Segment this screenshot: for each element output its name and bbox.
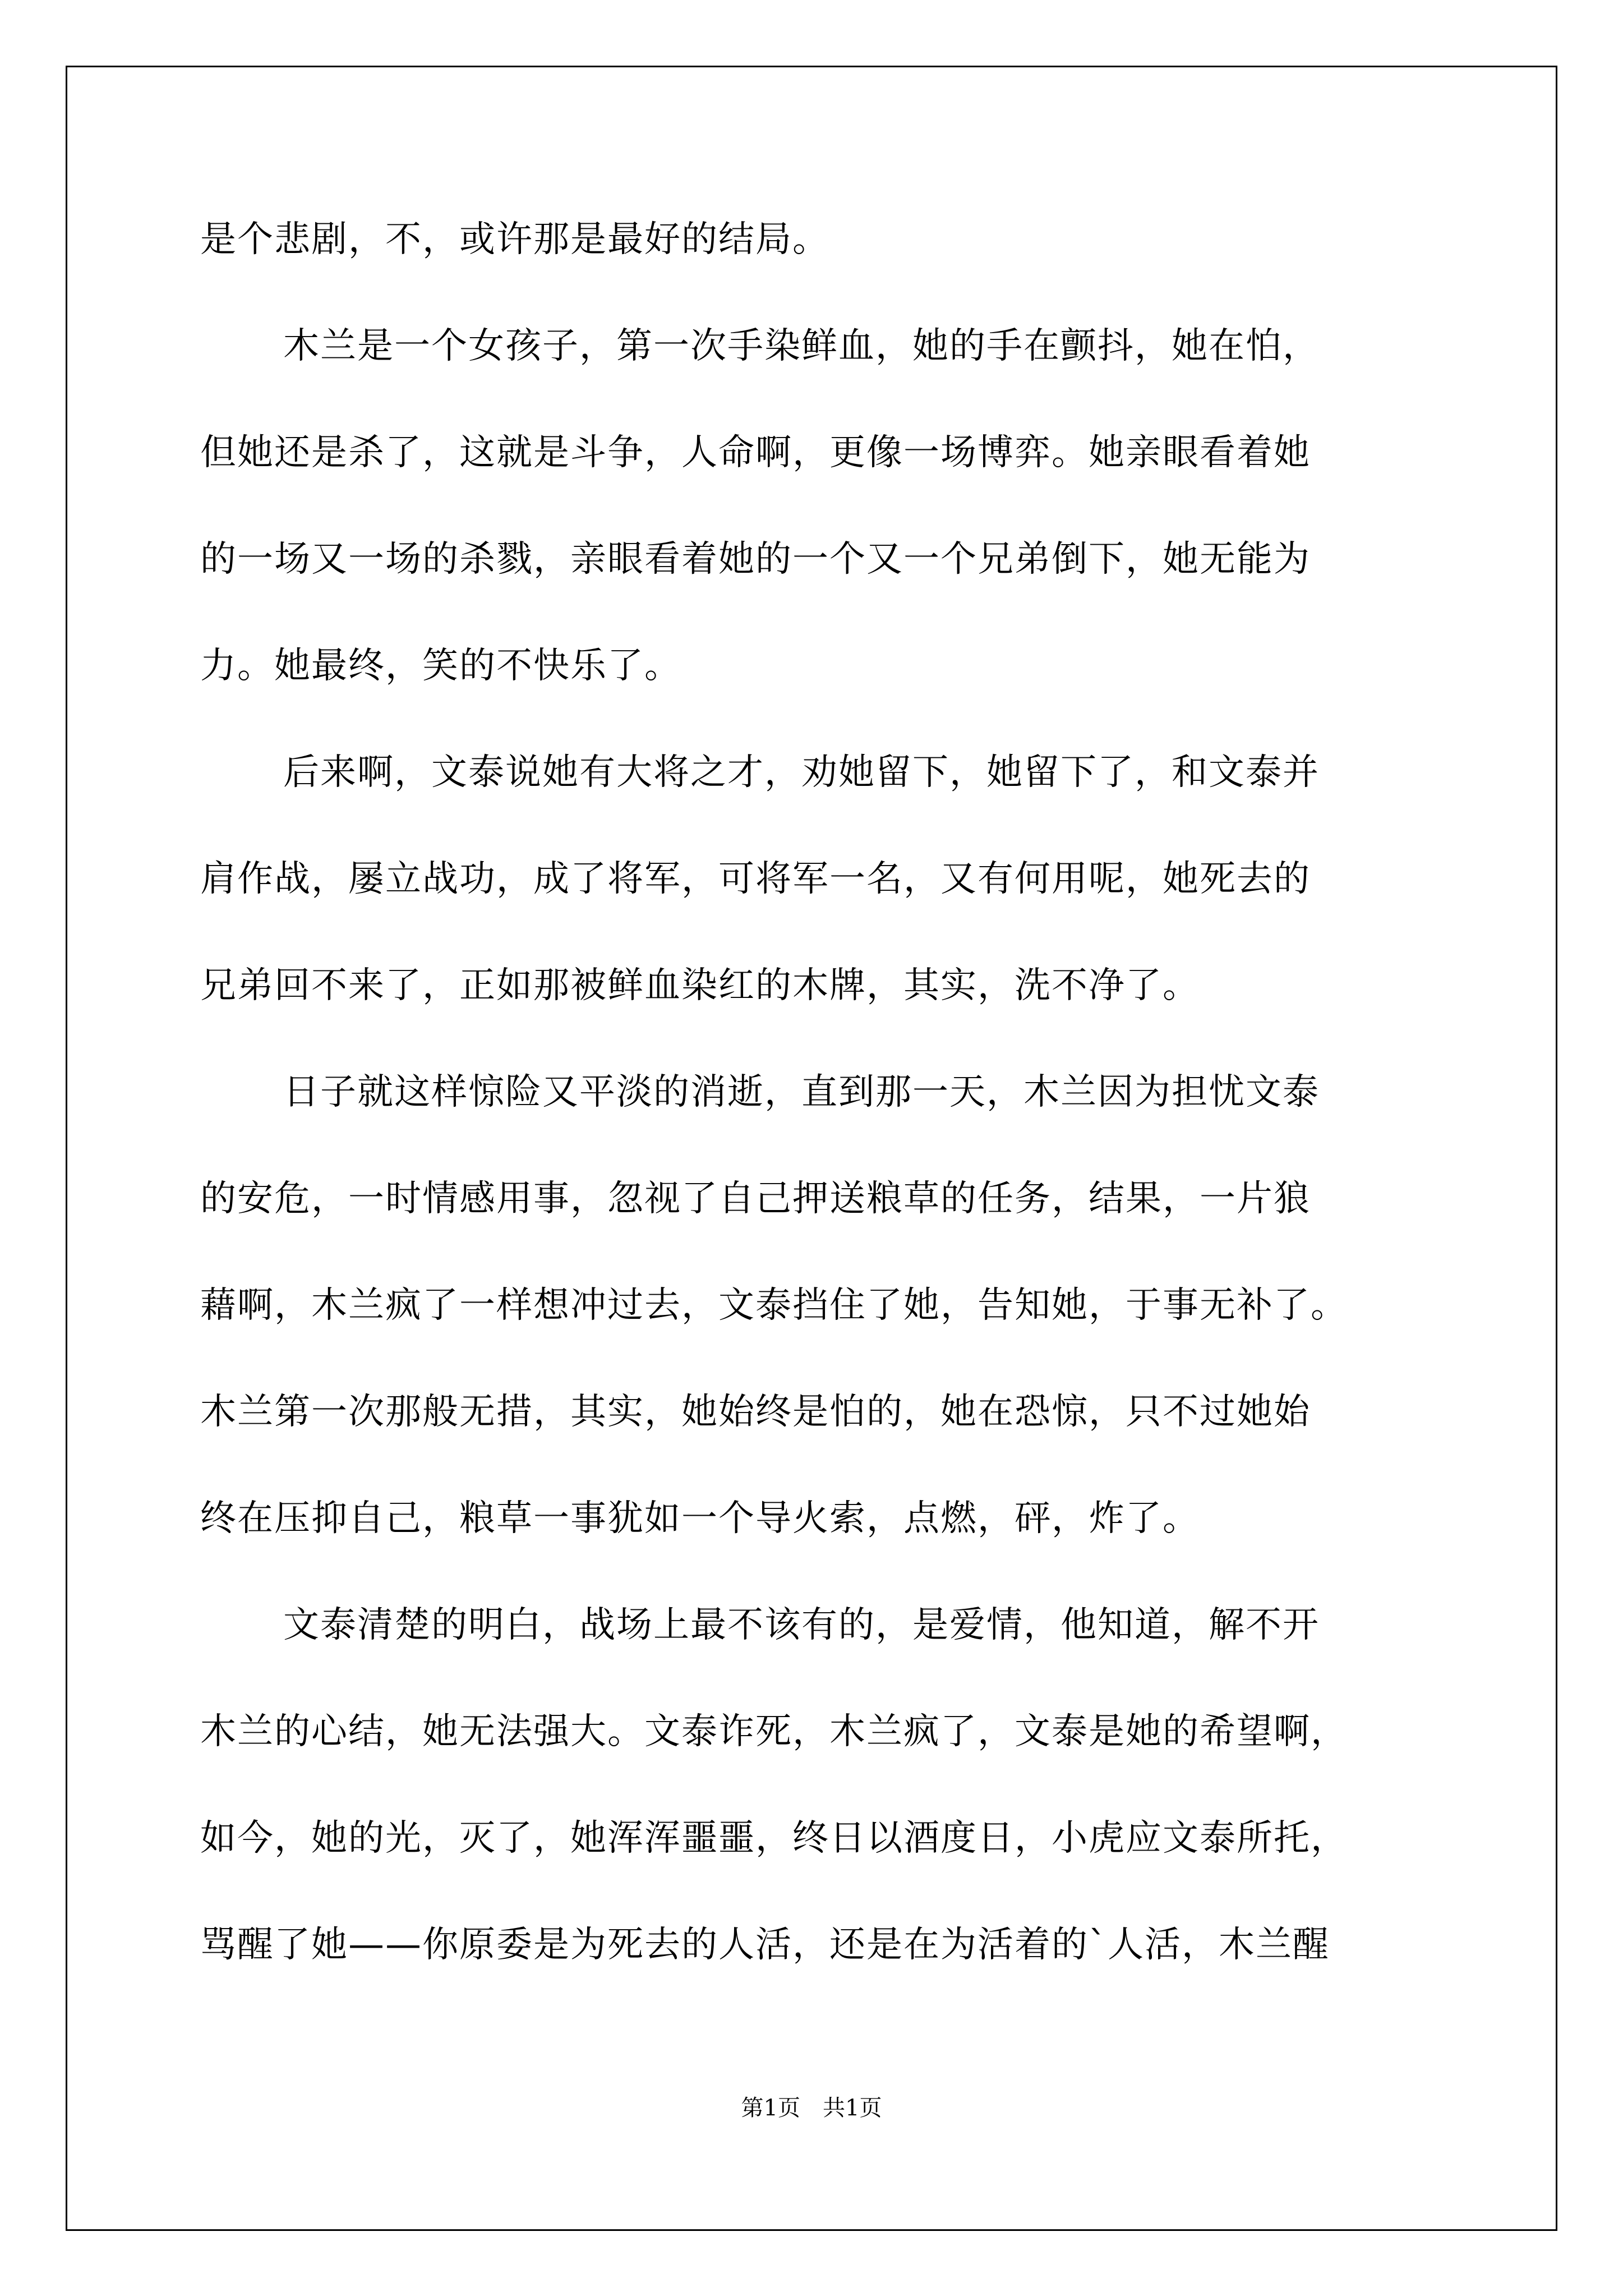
paragraph-start-line: 后来啊，文泰说她有大将之才，劝她留下，她留下了，和文泰并: [283, 752, 1320, 793]
text-line: 但她还是杀了，这就是斗争，人命啊，更像一场博弈。她亲眼看着她: [200, 432, 1311, 473]
text-line: 如今，她的光，灭了，她浑浑噩噩，终日以酒度日，小虎应文泰所托，: [200, 1818, 1348, 1859]
page-footer: 第1页 共1页: [741, 2095, 882, 2121]
page-border: [66, 66, 1557, 2231]
text-line: 木兰第一次那般无措，其实，她始终是怕的，她在恐惊，只不过她始: [200, 1391, 1311, 1433]
text-line: 木兰的心结，她无法强大。文泰诈死，木兰疯了，文泰是她的希望啊，: [200, 1711, 1348, 1752]
text-line: 的安危，一时情感用事，忽视了自己押送粮草的任务，结果，一片狼: [200, 1178, 1311, 1220]
text-line: 藉啊，木兰疯了一样想冲过去，文泰挡住了她，告知她，于事无补了。: [200, 1285, 1348, 1326]
paragraph-start-line: 木兰是一个女孩子，第一次手染鲜血，她的手在颤抖，她在怕，: [283, 325, 1320, 367]
text-line: 兄弟回不来了，正如那被鲜血染红的木牌，其实，洗不净了。: [200, 965, 1200, 1006]
text-line: 终在压抑自己，粮草一事犹如一个导火索，点燃，砰，炸了。: [200, 1498, 1200, 1539]
text-line: 力。她最终，笑的不快乐了。: [200, 645, 681, 687]
paragraph-start-line: 文泰清楚的明白，战场上最不该有的，是爱情，他知道，解不开: [283, 1604, 1320, 1646]
text-line: 肩作战，屡立战功，成了将军，可将军一名，又有何用呢，她死去的: [200, 858, 1311, 900]
text-line: 的一场又一场的杀戮，亲眼看着她的一个又一个兄弟倒下，她无能为: [200, 539, 1311, 580]
text-line: 是个悲剧，不，或许那是最好的结局。: [200, 219, 829, 260]
text-line: 骂醒了她——你原委是为死去的人活，还是在为活着的`人活，木兰醒: [200, 1924, 1330, 1966]
paragraph-start-line: 日子就这样惊险又平淡的消逝，直到那一天，木兰因为担忧文泰: [283, 1071, 1320, 1113]
